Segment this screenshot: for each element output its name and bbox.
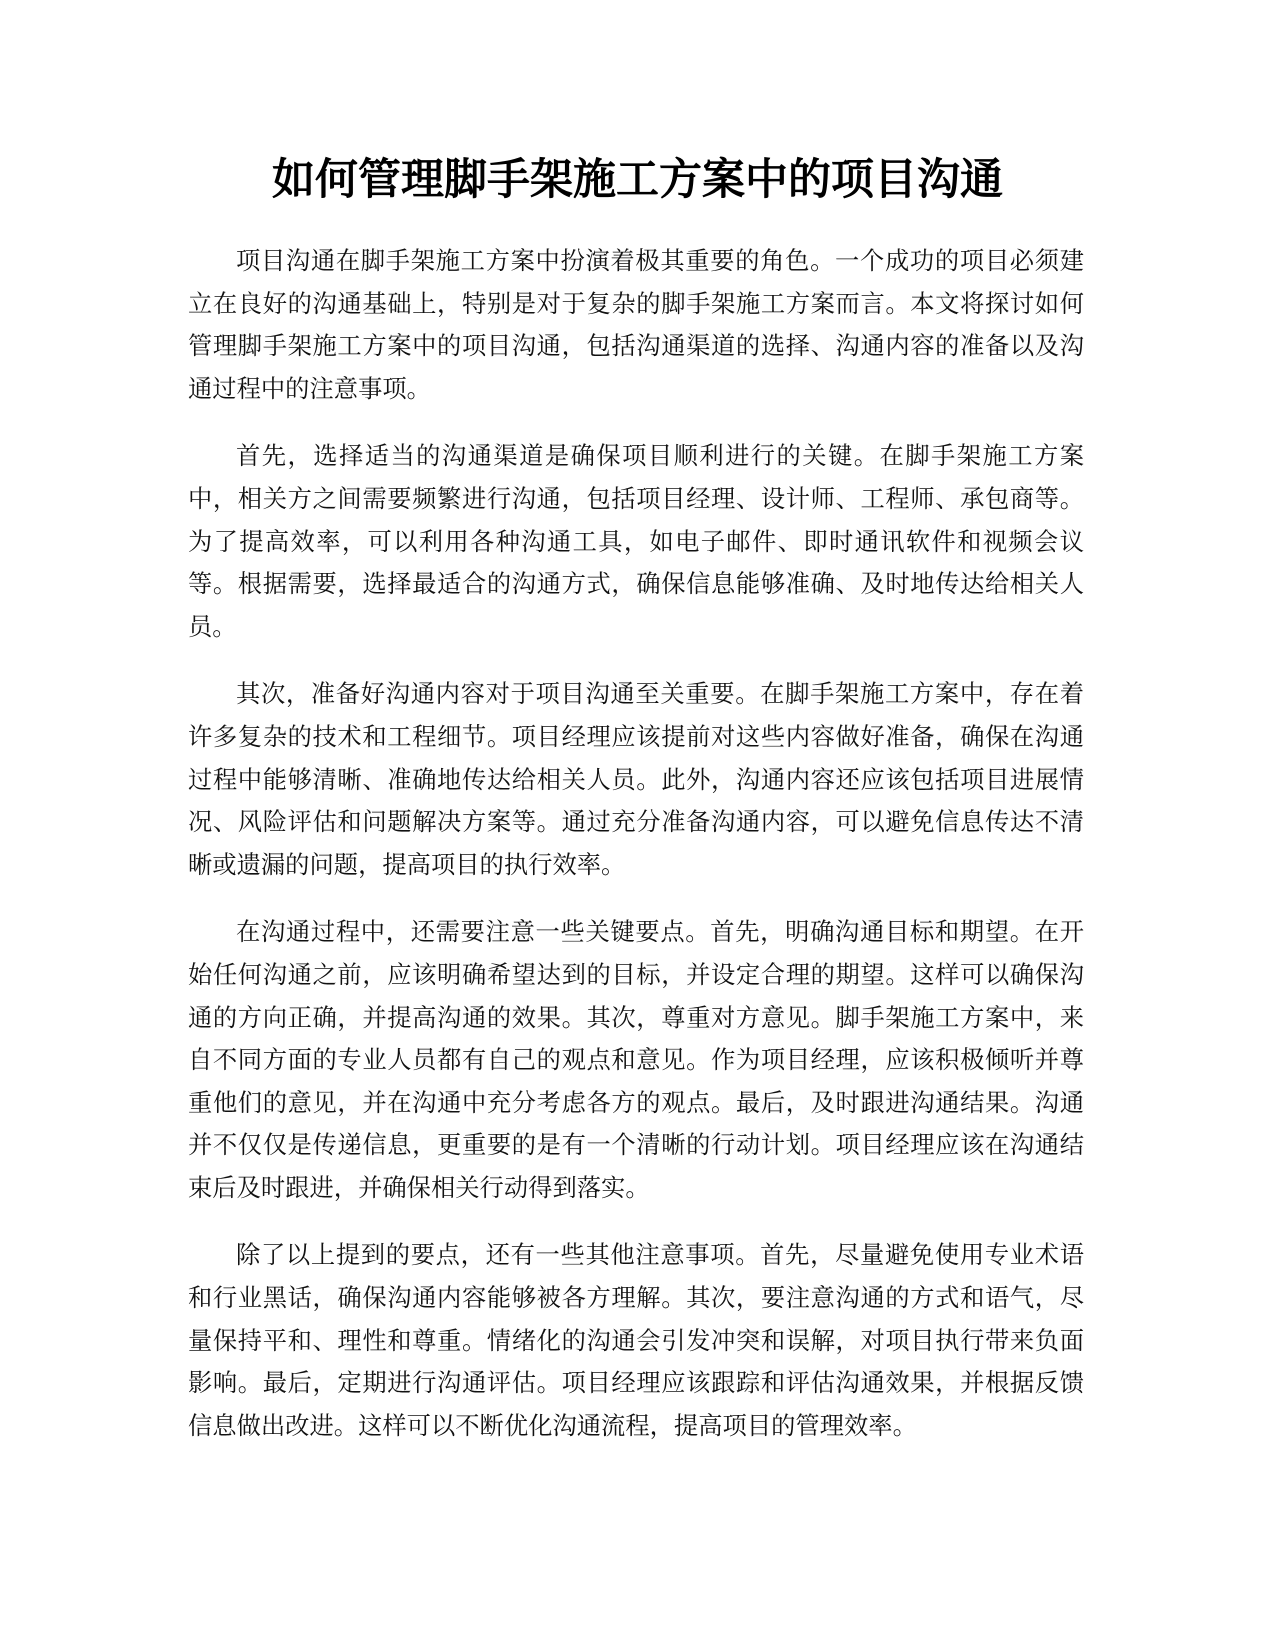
- document-title: 如何管理脚手架施工方案中的项目沟通: [272, 155, 1003, 205]
- paragraph-intro: 项目沟通在脚手架施工方案中扮演着极其重要的角色。一个成功的项目必须建立在良好的沟通基础上，特别是对于复杂的脚手架施工方案而言。本文将探讨如何管理脚手架施工方案中的项目沟通，包括沟通渠道的选择、沟通内容的准备以及沟通过程中的注意事项。: [188, 246, 1084, 403]
- paragraph-channels: 首先，选择适当的沟通渠道是确保项目顺利进行的关键。在脚手架施工方案中，相关方之间需要频繁进行沟通，包括项目经理、设计师、工程师、承包商等。为了提高效率，可以利用各种沟通工具，如电子邮件、即时通讯软件和视频会议等。根据需要，选择最适合的沟通方式，确保信息能够准确、及时地传达给相关人员。: [188, 441, 1084, 641]
- paragraph-key-points: 在沟通过程中，还需要注意一些关键要点。首先，明确沟通目标和期望。在开始任何沟通之前，应该明确希望达到的目标，并设定合理的期望。这样可以确保沟通的方向正确，并提高沟通的效果。其次，尊重对方意见。脚手架施工方案中，来自不同方面的专业人员都有自己的观点和意见。作为项目经理，应该积极倾听并尊重他们的意见，并在沟通中充分考虑各方的观点。最后，及时跟进沟通结果。沟通并不仅仅是传递信息，更重要的是有一个清晰的行动计划。项目经理应该在沟通结束后及时跟进，并确保相关行动得到落实。: [188, 917, 1084, 1202]
- paragraph-content-prep: 其次，准备好沟通内容对于项目沟通至关重要。在脚手架施工方案中，存在着许多复杂的技术和工程细节。项目经理应该提前对这些内容做好准备，确保在沟通过程中能够清晰、准确地传达给相关人员。此外，沟通内容还应该包括项目进展情况、风险评估和问题解决方案等。通过充分准备沟通内容，可以避免信息传达不清晰或遗漏的问题，提高项目的执行效率。: [188, 679, 1084, 879]
- paragraph-other-notes: 除了以上提到的要点，还有一些其他注意事项。首先，尽量避免使用专业术语和行业黑话，确保沟通内容能够被各方理解。其次，要注意沟通的方式和语气，尽量保持平和、理性和尊重。情绪化的沟通会引发冲突和误解，对项目执行带来负面影响。最后，定期进行沟通评估。项目经理应该跟踪和评估沟通效果，并根据反馈信息做出改进。这样可以不断优化沟通流程，提高项目的管理效率。: [188, 1240, 1084, 1440]
- document-body: [188, 240, 1084, 1472]
